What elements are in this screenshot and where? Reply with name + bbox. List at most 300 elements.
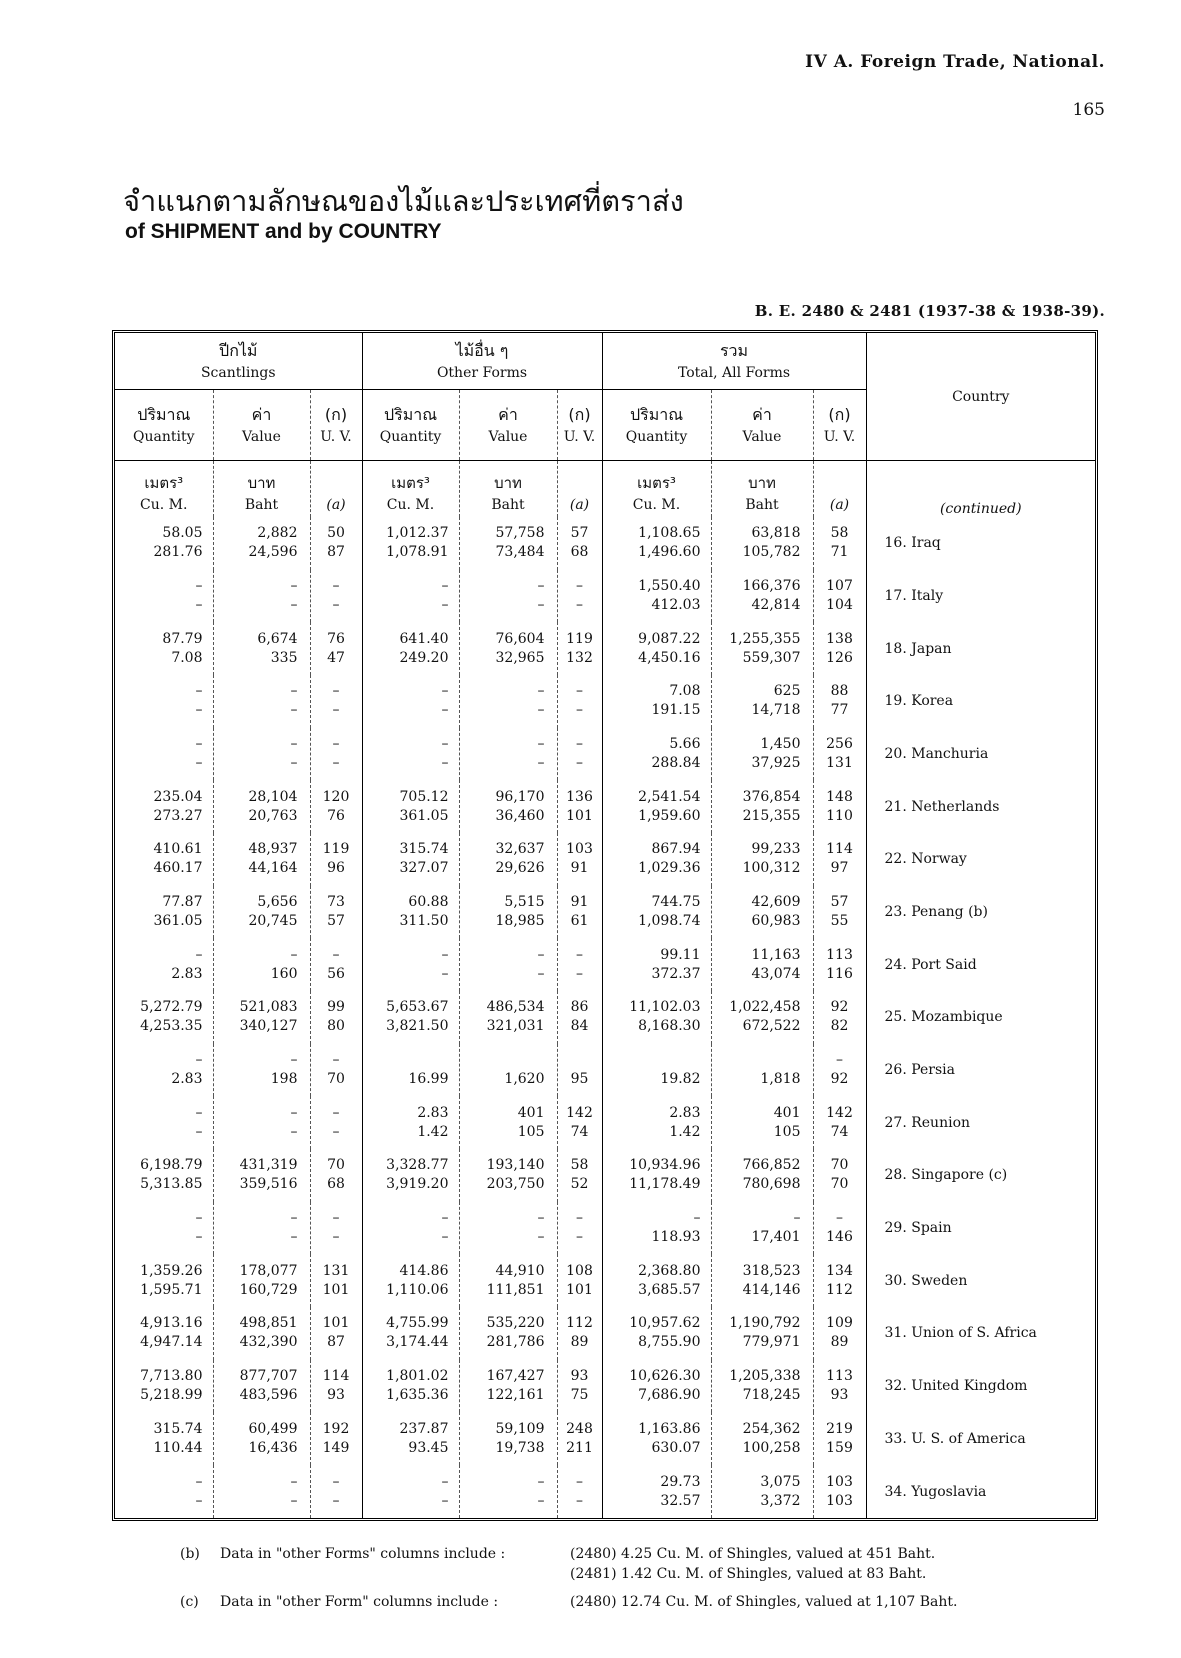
col-header-value: ค่า Value — [459, 390, 557, 461]
cell-value: 211 — [566, 1439, 593, 1456]
cell-value: 1,635.36 — [386, 1387, 449, 1404]
cell-value: – — [195, 1104, 203, 1121]
cell-value: 178,077 — [239, 1262, 298, 1279]
cell-value: – — [290, 1210, 298, 1227]
cell-tu — [813, 1465, 866, 1518]
cell-value: – — [441, 597, 449, 613]
cell-value: 50 — [327, 525, 345, 542]
cell-tu — [813, 675, 866, 728]
cell-tv — [711, 675, 813, 728]
cell-value — [460, 1051, 545, 1070]
cell-value: – — [576, 1229, 583, 1246]
cell-value: 780,698 — [742, 1176, 801, 1193]
cell-value: – — [537, 597, 545, 613]
cell-value: – — [441, 1473, 449, 1490]
table-row — [115, 938, 1095, 991]
cell-value: 105 — [517, 1123, 545, 1140]
cell-value: 100,258 — [742, 1439, 801, 1456]
cell-value: 88 — [830, 683, 849, 700]
cell-value: 256 — [826, 736, 853, 753]
cell-value: – — [290, 683, 298, 700]
cell-sv — [213, 886, 310, 939]
cell-value: 431,319 — [239, 1157, 298, 1174]
cell-tv — [711, 938, 813, 991]
cell-value: 29,626 — [495, 860, 545, 877]
cell-tq — [602, 1465, 711, 1518]
cell-ov — [459, 675, 557, 728]
cell-sv — [213, 991, 310, 1044]
table-row — [115, 1465, 1095, 1518]
cell-tu — [813, 1149, 866, 1202]
cell-value: 4,450.16 — [638, 649, 701, 666]
cell-ov — [459, 517, 557, 570]
table-row — [115, 622, 1095, 675]
cell-sv — [213, 780, 310, 833]
cell-ou — [557, 1149, 602, 1202]
cell-value: – — [576, 1473, 583, 1490]
col-header-quantity: ปริมาณ Quantity — [115, 390, 213, 461]
cell-ov — [459, 1465, 557, 1518]
cell-value: – — [576, 946, 583, 963]
cell-tv — [711, 1360, 813, 1413]
cell-value: 3,328.77 — [386, 1157, 449, 1174]
cell-tu — [813, 833, 866, 886]
cell-value: 101 — [566, 1281, 593, 1298]
cell-value: 6,198.79 — [140, 1157, 203, 1174]
unit-quantity: เมตร³ Cu. M. — [115, 461, 213, 518]
cell-value: 76 — [327, 807, 345, 824]
cell-tv — [711, 517, 813, 570]
cell-tu — [813, 517, 866, 570]
cell-value: – — [537, 1473, 545, 1490]
cell-value: – — [576, 683, 583, 700]
cell-tv — [711, 1202, 813, 1255]
cell-su — [310, 833, 362, 886]
cell-value: 486,534 — [486, 999, 545, 1016]
cell-value: 10,957.62 — [629, 1315, 701, 1332]
cell-sv — [213, 1412, 310, 1465]
cell-value: – — [195, 1052, 203, 1069]
cell-value: – — [332, 597, 340, 613]
cell-ou — [557, 780, 602, 833]
cell-value: 55 — [830, 913, 849, 930]
cell-oq — [362, 991, 459, 1044]
cell-sq — [115, 1412, 213, 1465]
cell-value: – — [576, 755, 583, 772]
cell-value: 361.05 — [153, 913, 203, 930]
cell-ov — [459, 728, 557, 781]
cell-oq — [362, 1149, 459, 1202]
cell-value: 254,362 — [742, 1420, 801, 1437]
cell-tq — [602, 1096, 711, 1149]
cell-value: 42,814 — [751, 597, 801, 613]
cell-value: 131 — [322, 1262, 350, 1279]
cell-ov — [459, 991, 557, 1044]
cell-sv — [213, 1307, 310, 1360]
cell-value: – — [290, 702, 298, 719]
cell-value: 101 — [322, 1281, 350, 1298]
cell-tq — [602, 675, 711, 728]
cell-value: 126 — [826, 649, 853, 666]
cell-sq — [115, 780, 213, 833]
cell-value: 63,818 — [751, 525, 801, 542]
cell-ou — [557, 1360, 602, 1413]
cell-sq — [115, 728, 213, 781]
footnote-c-line1: (2480) 12.74 Cu. M. of Shingles, valued at 1,107 Baht. — [570, 1594, 958, 1610]
cell-value: 70 — [327, 1071, 345, 1088]
cell-value: 1,450 — [760, 736, 801, 753]
cell-su — [310, 886, 362, 939]
cell-value: 93 — [570, 1368, 589, 1385]
cell-tu — [813, 1307, 866, 1360]
cell-value: 58.05 — [162, 525, 203, 542]
cell-value: – — [332, 1052, 340, 1069]
cell-value: 103 — [566, 841, 593, 858]
cell-value: – — [441, 736, 449, 753]
cell-value: 5.66 — [669, 736, 701, 753]
cell-tu — [813, 1096, 866, 1149]
cell-tv — [711, 833, 813, 886]
cell-value: 2.83 — [171, 1071, 203, 1088]
table-row — [115, 1360, 1095, 1413]
cell-oq — [362, 780, 459, 833]
country-name: 16. Iraq — [884, 535, 941, 552]
cell-ou — [557, 991, 602, 1044]
cell-sq — [115, 517, 213, 570]
cell-sv — [213, 1202, 310, 1255]
table-row — [115, 570, 1095, 623]
cell-su — [310, 1254, 362, 1307]
cell-value: – — [195, 1492, 203, 1509]
cell-tu — [813, 1412, 866, 1465]
cell-tv — [711, 780, 813, 833]
group-header-total: รวม Total, All Forms — [602, 333, 866, 390]
cell-value: 114 — [826, 841, 853, 858]
cell-value: 10,626.30 — [629, 1368, 701, 1385]
cell-value: 76 — [327, 630, 345, 647]
cell-value: 483,596 — [239, 1387, 298, 1404]
table-row — [115, 1096, 1095, 1149]
country-name: 18. Japan — [884, 640, 952, 657]
cell-sv — [213, 1254, 310, 1307]
table-row — [115, 517, 1095, 570]
cell-value: – — [441, 755, 449, 772]
cell-value: 5,218.99 — [140, 1387, 203, 1404]
cell-value: 335 — [270, 649, 298, 666]
cell-value: 110 — [826, 807, 853, 824]
cell-value: – — [290, 736, 298, 753]
cell-value: 3,821.50 — [386, 1018, 449, 1035]
cell-value: 57 — [570, 525, 589, 542]
cell-value: 159 — [826, 1439, 853, 1456]
cell-value: – — [576, 736, 583, 753]
col-header-quantity: ปริมาณ Quantity — [362, 390, 459, 461]
cell-value: 6,674 — [257, 630, 298, 647]
cell-tq — [602, 570, 711, 623]
cell-ou — [557, 570, 602, 623]
cell-value: 2.83 — [417, 1104, 449, 1121]
unit-row — [115, 461, 1095, 518]
cell-value: – — [836, 1210, 843, 1227]
trade-table — [115, 333, 1095, 1518]
page-number: 165 — [1072, 100, 1105, 120]
cell-value: 1.42 — [669, 1123, 701, 1140]
cell-su — [310, 570, 362, 623]
cell-value: 43,074 — [751, 965, 801, 982]
footnote-c-text: Data in "other Form" columns include : — [220, 1594, 499, 1610]
cell-value: 372.37 — [651, 965, 701, 982]
cell-sv — [213, 1149, 310, 1202]
cell-value: – — [332, 702, 340, 719]
cell-tq — [602, 991, 711, 1044]
footnote-b-line2: (2481) 1.42 Cu. M. of Shingles, valued at 83 Baht. — [570, 1566, 927, 1582]
cell-value: 3,174.44 — [386, 1334, 449, 1351]
cell-value: – — [332, 1210, 340, 1227]
cell-value: 315.74 — [399, 841, 449, 858]
cell-sv — [213, 728, 310, 781]
cell-tu — [813, 570, 866, 623]
cell-value: – — [537, 578, 545, 594]
cell-sv — [213, 833, 310, 886]
cell-value: 42,609 — [751, 894, 801, 911]
cell-value: 641.40 — [399, 630, 449, 647]
cell-value: – — [537, 1210, 545, 1227]
cell-value: 281.76 — [153, 544, 203, 561]
cell-tv — [711, 570, 813, 623]
country-name: 33. U. S. of America — [884, 1430, 1026, 1447]
cell-oq — [362, 1096, 459, 1149]
cell-oq — [362, 1307, 459, 1360]
footnote-c-mark: (c) — [180, 1594, 199, 1610]
cell-tq — [602, 833, 711, 886]
table-row — [115, 1044, 1095, 1097]
cell-value: 192 — [322, 1420, 350, 1437]
cell-tq — [602, 938, 711, 991]
cell-value: 32,637 — [495, 841, 545, 858]
cell-value: 766,852 — [742, 1157, 801, 1174]
cell-value: 95 — [570, 1071, 589, 1088]
cell-value: – — [441, 1210, 449, 1227]
cell-value: 114 — [322, 1368, 350, 1385]
cell-value: – — [195, 702, 203, 719]
cell-value: 705.12 — [399, 788, 449, 805]
cell-su — [310, 1096, 362, 1149]
cell-value: – — [441, 946, 449, 963]
cell-value: 92 — [830, 1071, 849, 1088]
cell-sq — [115, 1149, 213, 1202]
col-header-unit-value: (ก) U. V. — [557, 390, 602, 461]
cell-oq — [362, 833, 459, 886]
cell-value: 11,178.49 — [629, 1176, 701, 1193]
cell-sq — [115, 1202, 213, 1255]
cell-value: 311.50 — [399, 913, 449, 930]
cell-value: 1,255,355 — [729, 630, 801, 647]
cell-value: 5,272.79 — [140, 999, 203, 1016]
cell-value: 4,755.99 — [386, 1315, 449, 1332]
country-name: 27. Reunion — [884, 1114, 971, 1131]
cell-ov — [459, 1096, 557, 1149]
cell-su — [310, 1044, 362, 1097]
cell-value: – — [793, 1210, 801, 1227]
footnote-b-text: Data in "other Forms" columns include : — [220, 1546, 506, 1562]
cell-ov — [459, 1412, 557, 1465]
cell-ou — [557, 833, 602, 886]
cell-value: 1.42 — [417, 1123, 449, 1140]
cell-value: 235.04 — [153, 788, 203, 805]
cell-value: 108 — [566, 1262, 593, 1279]
table-row — [115, 1254, 1095, 1307]
cell-value: 327.07 — [399, 860, 449, 877]
cell-sq — [115, 1096, 213, 1149]
cell-value: – — [195, 946, 203, 963]
cell-tv — [711, 1149, 813, 1202]
cell-value: 8,168.30 — [638, 1018, 701, 1035]
cell-value: 8,755.90 — [638, 1334, 701, 1351]
cell-value: 32.57 — [660, 1492, 701, 1509]
cell-oq — [362, 1465, 459, 1518]
cell-value: 340,127 — [239, 1018, 298, 1035]
cell-value: 101 — [322, 1315, 350, 1332]
cell-value: 4,947.14 — [140, 1334, 203, 1351]
cell-ov — [459, 938, 557, 991]
cell-value: 57 — [327, 913, 345, 930]
cell-value: 57,758 — [495, 525, 545, 542]
cell-value: 1,205,338 — [729, 1368, 801, 1385]
cell-ov — [459, 1044, 557, 1097]
table-row — [115, 675, 1095, 728]
cell-value: 160,729 — [239, 1281, 298, 1298]
cell-value: 91 — [570, 894, 589, 911]
country-name: 20. Manchuria — [884, 746, 989, 763]
cell-value: 58 — [570, 1157, 589, 1174]
cell-value: – — [195, 1229, 203, 1246]
cell-tq — [602, 780, 711, 833]
cell-value — [363, 1051, 449, 1070]
cell-value: 74 — [570, 1123, 589, 1140]
table-row — [115, 1412, 1095, 1465]
cell-value: 103 — [826, 1492, 853, 1509]
cell-value: – — [441, 578, 449, 594]
cell-value: 142 — [826, 1104, 853, 1121]
cell-tu — [813, 938, 866, 991]
cell-value: 20,745 — [248, 913, 298, 930]
cell-value: – — [290, 578, 298, 594]
cell-value: 74 — [830, 1123, 849, 1140]
country-name: 29. Spain — [884, 1220, 952, 1237]
cell-value: – — [441, 1229, 449, 1246]
cell-value: 412.03 — [651, 597, 701, 613]
cell-value: 105 — [773, 1123, 801, 1140]
cell-value: – — [332, 1104, 340, 1121]
cell-sq — [115, 938, 213, 991]
cell-value: – — [195, 1210, 203, 1227]
cell-sv — [213, 622, 310, 675]
cell-value: 70 — [830, 1176, 849, 1193]
cell-value: 82 — [830, 1018, 849, 1035]
cell-value: – — [290, 1123, 298, 1140]
cell-value: – — [195, 578, 203, 594]
country-name: 24. Port Said — [884, 956, 977, 973]
cell-value: 73,484 — [495, 544, 545, 561]
cell-value: 20,763 — [248, 807, 298, 824]
cell-value: – — [332, 1492, 340, 1509]
cell-value: 103 — [826, 1473, 853, 1490]
cell-tu — [813, 886, 866, 939]
cell-tq — [602, 1412, 711, 1465]
cell-sq — [115, 833, 213, 886]
cell-su — [310, 622, 362, 675]
cell-value: 318,523 — [742, 1262, 801, 1279]
cell-sq — [115, 675, 213, 728]
cell-value: 1,078.91 — [386, 544, 449, 561]
cell-value: 148 — [826, 788, 853, 805]
country-header: Country — [866, 333, 1095, 461]
cell-value: 104 — [826, 597, 853, 613]
cell-value: 14,718 — [751, 702, 801, 719]
table-row — [115, 886, 1095, 939]
footnote-b-line1: (2480) 4.25 Cu. M. of Shingles, valued at 451 Baht. — [570, 1546, 936, 1562]
country-name: 28. Singapore (c) — [884, 1167, 1008, 1184]
cell-value: 142 — [566, 1104, 593, 1121]
cell-value: 1,110.06 — [386, 1281, 449, 1298]
cell-value: 359,516 — [239, 1176, 298, 1193]
cell-value: 5,653.67 — [386, 999, 449, 1016]
cell-tq — [602, 622, 711, 675]
cell-tq — [602, 517, 711, 570]
cell-su — [310, 1412, 362, 1465]
cell-value: 521,083 — [239, 999, 298, 1016]
cell-value: – — [441, 1492, 449, 1509]
col-header-unit-value: (ก) U. V. — [310, 390, 362, 461]
cell-value: – — [537, 1229, 545, 1246]
cell-tv — [711, 622, 813, 675]
cell-value: 120 — [322, 788, 350, 805]
cell-value: 36,460 — [495, 807, 545, 824]
cell-value: 248 — [566, 1420, 593, 1437]
cell-value: 2,541.54 — [638, 788, 701, 805]
cell-value: 97 — [830, 860, 849, 877]
cell-value: 131 — [826, 755, 853, 772]
cell-value: – — [332, 1229, 340, 1246]
cell-value: 1,098.74 — [638, 913, 701, 930]
cell-value: 99,233 — [751, 841, 801, 858]
cell-value: 112 — [566, 1315, 593, 1332]
cell-value: 7,686.90 — [638, 1387, 701, 1404]
cell-value: 99.11 — [660, 946, 701, 963]
cell-su — [310, 780, 362, 833]
cell-value: 2,882 — [257, 525, 298, 542]
cell-value: 89 — [830, 1334, 849, 1351]
cell-value: 110.44 — [153, 1439, 203, 1456]
cell-sv — [213, 1044, 310, 1097]
cell-value: – — [537, 736, 545, 753]
cell-value: 361.05 — [399, 807, 449, 824]
unit-unit-value: (a) — [557, 461, 602, 518]
country-name: 17. Italy — [884, 588, 944, 604]
cell-value: – — [537, 755, 545, 772]
cell-value: 93.45 — [408, 1439, 449, 1456]
cell-value: 10,934.96 — [629, 1157, 701, 1174]
cell-sq — [115, 991, 213, 1044]
cell-value: 96,170 — [495, 788, 545, 805]
cell-value: 18,985 — [495, 913, 545, 930]
cell-oq — [362, 728, 459, 781]
cell-ou — [557, 622, 602, 675]
col-header-value: ค่า Value — [711, 390, 813, 461]
cell-value: 59,109 — [495, 1420, 545, 1437]
cell-value: 48,937 — [248, 841, 298, 858]
cell-oq — [362, 570, 459, 623]
